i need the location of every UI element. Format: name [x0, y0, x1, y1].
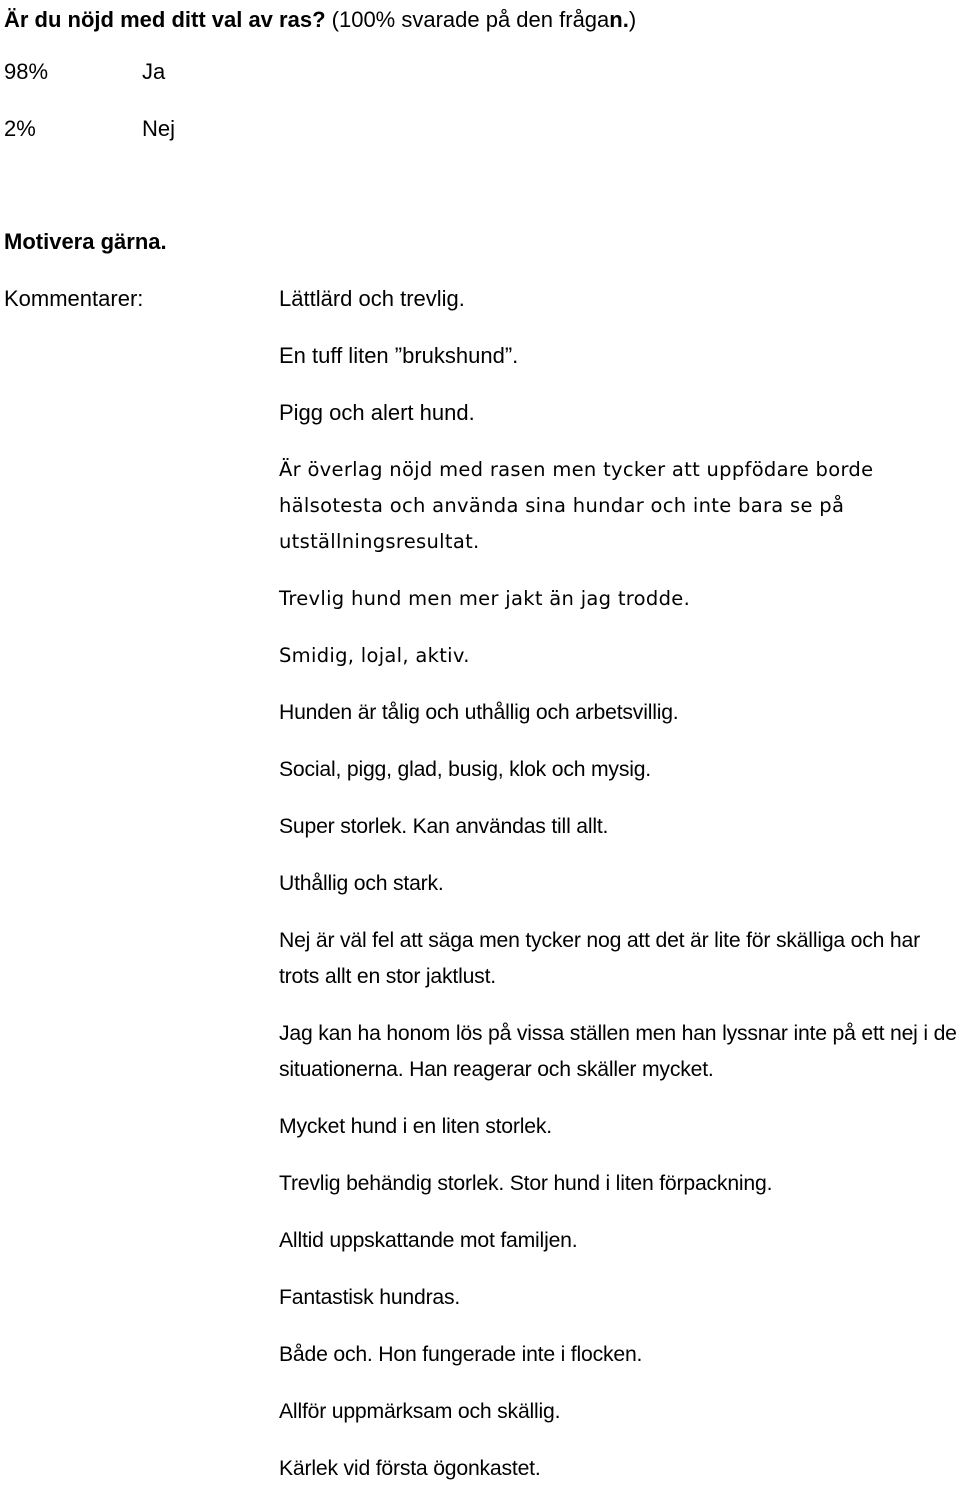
answer-label: Nej — [142, 116, 176, 141]
response-rate-note — [332, 7, 637, 32]
answer-percent: 98% — [4, 59, 49, 84]
comment-item: Både och. Hon fungerade inte i flocken. — [279, 1343, 643, 1366]
comment-item: Fantastisk hundras. — [279, 1286, 461, 1309]
response-rate-open: (100% svarade på den fråga — [331, 7, 610, 32]
comment-item: Uthållig och stark. — [279, 872, 444, 895]
question-text: Är du nöjd med ditt val av ras? — [4, 7, 326, 32]
comments-list — [279, 281, 959, 1508]
comment-item: Kärlek vid första ögonkastet. — [279, 1457, 541, 1480]
answer-percent: 2% — [4, 116, 36, 141]
comment-item: Smidig, lojal, aktiv. — [279, 644, 470, 667]
motivate-heading: Motivera gärna. — [4, 229, 167, 254]
comment-item: Trevlig hund men mer jakt än jag trodde. — [279, 587, 691, 610]
comment-item: Jag kan ha honom lös på vissa ställen men han lyssnar inte på ett nej i de situationerna. Han reagerar och skäller mycket. — [279, 1022, 957, 1081]
comment-item: Nej är väl fel att säga men tycker nog att det är lite för skälliga och har trots allt en stor jaktlust. — [279, 929, 920, 988]
comment-item: Mycket hund i en liten storlek. — [279, 1115, 552, 1138]
comment-item: Allför uppmärksam och skällig. — [279, 1400, 561, 1423]
comment-item: Social, pigg, glad, busig, klok och mysig. — [279, 758, 651, 781]
answer-row-ja — [4, 54, 165, 90]
response-rate-close: ) — [628, 7, 637, 32]
comment-item: Är överlag nöjd med rasen men tycker att uppfödare borde hälsotesta och använda sina hundar och inte bara se på utställningsresultat. — [279, 458, 874, 553]
comment-item: Alltid uppskattande mot familjen. — [279, 1229, 578, 1252]
answer-label: Ja — [142, 59, 166, 84]
answer-row-nej — [4, 111, 175, 147]
response-rate-bold-letter: n. — [609, 7, 629, 32]
question-heading — [4, 2, 636, 38]
comment-item: En tuff liten ”brukshund”. — [279, 343, 519, 368]
comment-item: Pigg och alert hund. — [279, 400, 475, 425]
comments-label: Kommentarer: — [4, 286, 144, 311]
comment-item: Trevlig behändig storlek. Stor hund i liten förpackning. — [279, 1172, 773, 1195]
comment-item: Super storlek. Kan användas till allt. — [279, 815, 609, 838]
comment-item: Hunden är tålig och uthållig och arbetsvillig. — [279, 701, 679, 724]
comment-item: Lättlärd och trevlig. — [279, 286, 465, 311]
